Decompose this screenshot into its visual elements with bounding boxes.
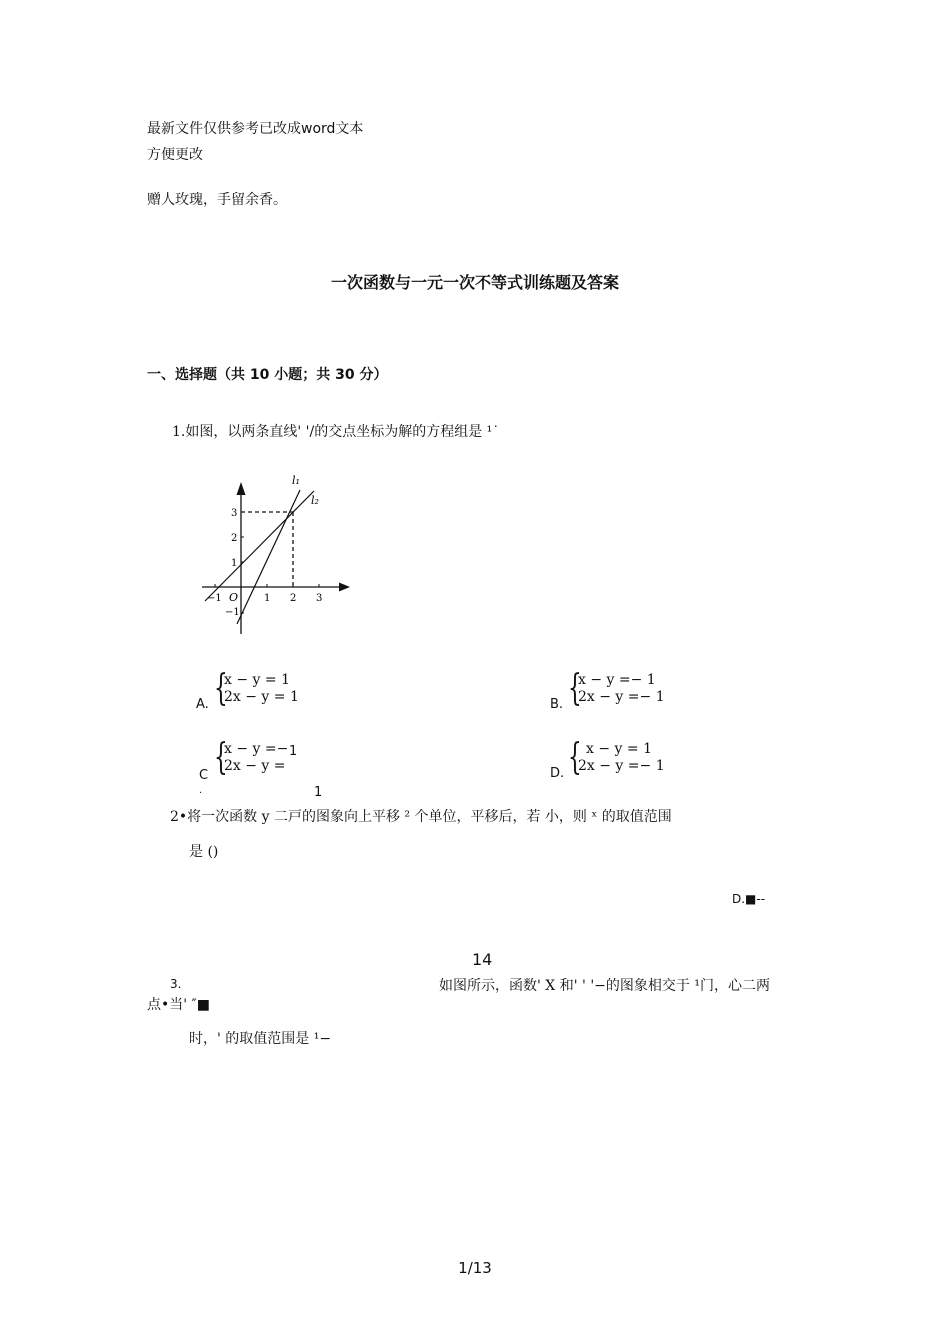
label-origin: O [229,591,239,604]
question-2-option-d: D.■-- [732,892,766,906]
question-1-graph [196,468,358,640]
line-l2 [205,491,314,601]
question-2-text: 2•将一次函数 y 二戸的图象向上平移 ² 个单位，平移后，若 小，则 ˣ 的取值范围 [170,809,672,825]
brace-icon: { [214,737,228,778]
x-tick-2: 2 [290,593,297,604]
y-tick-2: 2 [231,533,238,544]
option-a-eq1: x − y = 1 [224,672,290,688]
option-c-label: C [199,768,209,783]
y-tick-3: 3 [231,508,238,519]
document-title: 一次函数与一元一次不等式训练题及答案 [330,273,619,292]
y-axis-arrow-icon [237,482,246,495]
brace-icon: { [214,668,228,709]
option-c-eq1-tail: 1 [289,744,298,759]
label-l2: l₂ [311,494,319,507]
x-tick-1: 1 [264,593,271,604]
question-3-text-2: 时，' 的取值范围是 ¹− [189,1031,332,1047]
x-tick-neg1: −1 [207,593,222,604]
option-d-system [568,737,665,778]
page-number: 1/13 [458,1259,492,1277]
option-a-label: A. [196,697,209,712]
brace-icon: { [568,668,582,709]
option-b-label: B. [550,697,564,712]
header-note-line1: 最新文件仅供参考已改成word文本 [147,121,364,137]
y-tick-neg1: −1 [225,607,240,618]
question-2-text-cont: 是 () [189,844,219,860]
question-3-text: 如图所示，函数' X 和' ' '−的图象相交于 ¹门，心二两 [439,978,770,994]
label-l1: l₁ [292,474,300,487]
option-c-eq2: 2x − y = [224,758,286,774]
option-a-eq2: 2x − y = 1 [224,689,299,705]
option-d-eq2: 2x − y =− 1 [578,758,665,774]
option-d-label: D. [550,766,565,781]
option-a-system [214,668,299,709]
option-b-eq2: 2x − y =− 1 [578,689,665,705]
question-3-text-cont: 点•当' ″■ [147,997,211,1013]
option-c-dot: . [199,785,203,796]
stray-number: 14 [472,950,493,969]
brace-icon: { [568,737,582,778]
option-b-eq1: x − y =− 1 [578,672,656,688]
y-tick-1: 1 [231,558,238,569]
option-c-system [214,737,289,778]
option-c-eq1: x − y =− [224,741,289,757]
x-tick-3: 3 [316,593,323,604]
x-axis-arrow-icon [339,583,350,592]
header-note-line2: 方便更改 [147,147,203,163]
section-heading: 一、选择题（共 10 小题；共 30 分） [147,367,388,383]
question-1-text: 1.如图，以两条直线' '/的交点坐标为解的方程组是 ¹˙ [172,424,500,440]
option-b-system [568,668,665,709]
header-quote: 赠人玫瑰，手留余香。 [147,192,287,208]
question-3-number: 3. [170,977,182,991]
option-c-eq2-tail: 1 [314,785,323,800]
option-d-eq1: x − y = 1 [586,741,652,757]
